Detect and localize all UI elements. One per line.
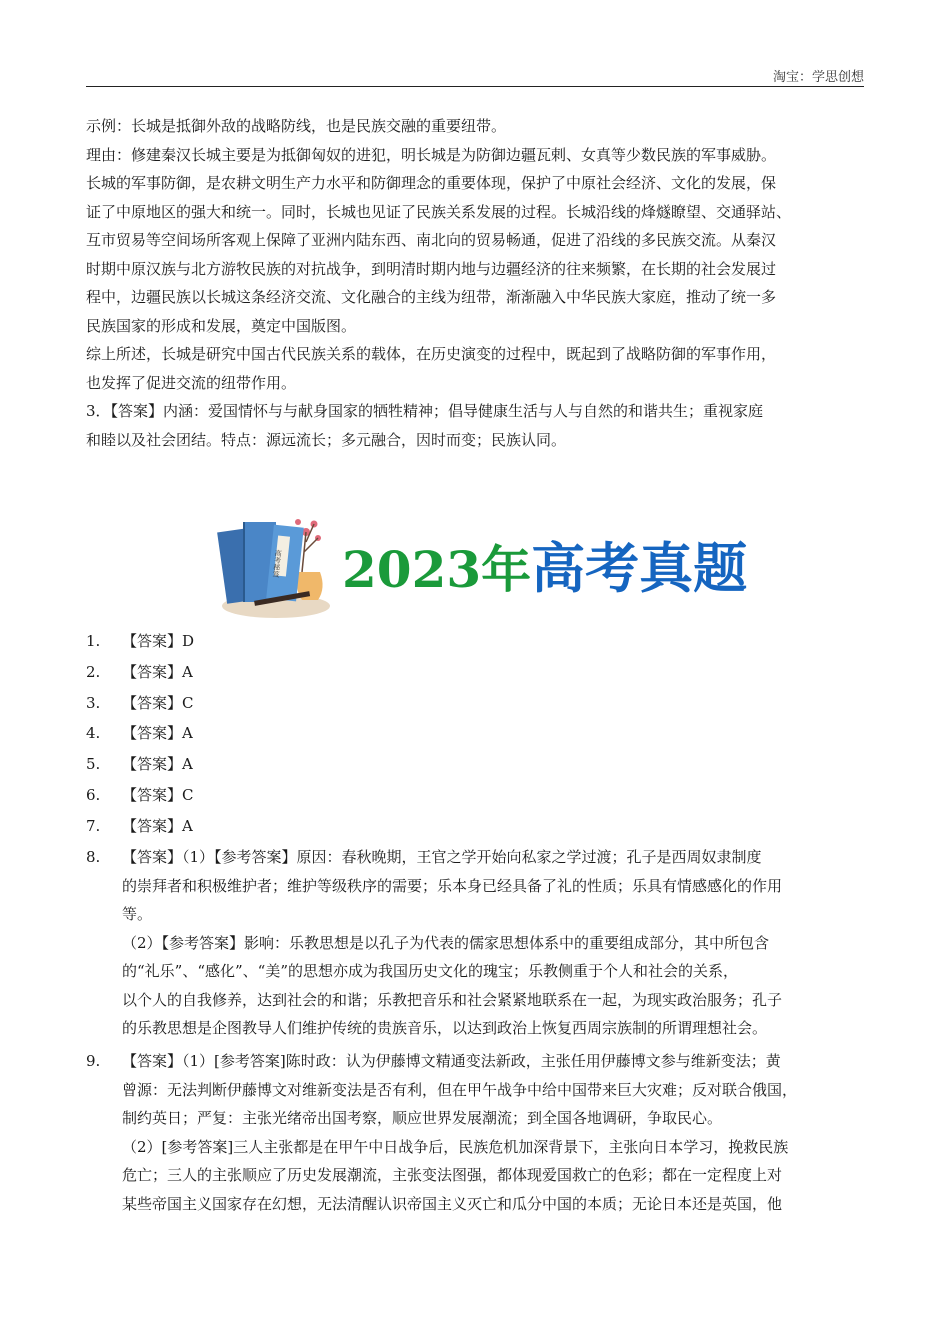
list-item bbox=[86, 688, 194, 719]
text-line: 的崇拜者和积极维护者；维护等级秩序的需要；乐本身已经具备了礼的性质；乐具有情感感化的作用 bbox=[122, 876, 783, 895]
banner-year: 2023年 bbox=[342, 540, 532, 599]
text-line: 等。 bbox=[122, 905, 153, 923]
item-text: 【答案】A bbox=[122, 755, 193, 774]
text-line: 的“礼乐”、“感化”、“美”的思想亦成为我国历史文化的瑰宝；乐教侧重于个人和社会的关系， bbox=[122, 962, 739, 980]
books-illustration-icon bbox=[214, 502, 334, 622]
text-line: 的乐教思想是企图教导人们维护传统的贵族音乐，以达到政治上恢复西周宗族制的所谓理想社会。 bbox=[122, 1019, 768, 1037]
text-line: 【答案】（1）[参考答案]陈时政：认为伊藤博文精通变法新政，主张任用伊藤博文参与维新变法；黄 bbox=[122, 1052, 781, 1070]
item-number: 8. bbox=[86, 848, 101, 866]
text-line: 制约英日；严复：主张光绪帝出国考察，顺应世界发展潮流；到全国各地调研，争取民心。 bbox=[122, 1109, 723, 1127]
list-item bbox=[86, 718, 194, 749]
text-line: 和睦以及社会团结。特点：源远流长；多元融合，因时而变；民族认同。 bbox=[86, 430, 567, 449]
item-text: 【答案】A bbox=[122, 816, 193, 835]
text-line: 某些帝国主义国家存在幻想，无法清醒认识帝国主义灭亡和瓜分中国的本质；无论日本还是英国，他 bbox=[122, 1194, 783, 1213]
list-item bbox=[86, 749, 194, 780]
banner-heading: 高考真题 bbox=[531, 536, 748, 600]
item-text: 【答案】D bbox=[122, 632, 195, 650]
list-item bbox=[86, 657, 194, 688]
item-number: 4. bbox=[86, 724, 101, 743]
list-item bbox=[86, 811, 194, 842]
question-text bbox=[122, 1047, 866, 1218]
text-line: 以个人的自我修养，达到社会的和谐；乐教把音乐和社会紧紧地联系在一起，为现实政治服务；孔子 bbox=[122, 990, 783, 1009]
item-text: 【答案】A bbox=[122, 724, 193, 743]
text-line: 也发挥了促进交流的纽带作用。 bbox=[86, 373, 297, 392]
text-line: 时期中原汉族与北方游牧民族的对抗战争，到明清时期内地与边疆经济的往来频繁，在长期的社会发展过 bbox=[86, 259, 777, 278]
text-line: （2）【参考答案】影响：乐教思想是以孔子为代表的儒家思想体系中的重要组成部分，其中所包含 bbox=[122, 933, 770, 952]
book-label: 高考秘笈 bbox=[271, 549, 283, 578]
item-number: 2. bbox=[86, 662, 101, 681]
text-line: 程中，边疆民族以长城这条经济交流、文化融合的主线为纽带，渐渐融入中华民族大家庭，推动了统一多 bbox=[86, 288, 777, 306]
section-banner bbox=[214, 502, 748, 622]
text-line: 【答案】（1）【参考答案】原因：春秋晚期，王官之学开始向私家之学过渡；孔子是西周奴隶制度 bbox=[122, 848, 762, 866]
text-line: 曾源：无法判断伊藤博文对维新变法是否有利，但在甲午战争中给中国带来巨大灾难；反对联合俄国， bbox=[122, 1080, 798, 1099]
answer-list bbox=[86, 626, 194, 842]
question-text bbox=[122, 843, 866, 1043]
text-line: 综上所述，长城是研究中国古代民族关系的载体，在历史演变的过程中，既起到了战略防御的军事作用， bbox=[86, 345, 777, 363]
text-line: 互市贸易等空间场所客观上保障了亚洲内陆东西、南北向的贸易畅通，促进了沿线的多民族交流。从秦汉 bbox=[86, 231, 777, 249]
item-number: 3. bbox=[86, 693, 101, 712]
text-line: 证了中原地区的强大和统一。同时，长城也见证了民族关系发展的过程。长城沿线的烽燧瞭望、交通驿站、 bbox=[86, 202, 792, 221]
text-line: 危亡；三人的主张顺应了历史发展潮流，主张变法图强，都体现爱国救亡的色彩；都在一定程度上对 bbox=[122, 1166, 783, 1184]
item-number: 1. bbox=[86, 632, 101, 650]
text-line: 民族国家的形成和发展，奠定中国版图。 bbox=[86, 316, 357, 335]
item-number: 7. bbox=[86, 816, 101, 835]
item-number: 5. bbox=[86, 755, 101, 774]
text-line: 长城的军事防御，是农耕文明生产力水平和防御理念的重要体现，保护了中原社会经济、文化的发展，保 bbox=[86, 174, 777, 192]
top-text-block bbox=[86, 112, 866, 454]
list-item bbox=[86, 780, 194, 811]
text-line: 示例：长城是抵御外敌的战略防线，也是民族交融的重要纽带。 bbox=[86, 117, 507, 135]
item-number: 6. bbox=[86, 785, 101, 804]
list-item bbox=[86, 626, 194, 657]
text-line: 3．【答案】内涵：爱国情怀与与献身国家的牺牲精神；倡导健康生活与人与自然的和谐共生；重视家庭 bbox=[86, 402, 764, 420]
banner-title bbox=[342, 526, 747, 603]
text-line: 理由：修建秦汉长城主要是为抵御匈奴的进犯，明长城是为防御边疆瓦剌、女真等少数民族的军事威胁。 bbox=[86, 145, 777, 164]
item-text: 【答案】C bbox=[122, 693, 194, 712]
text-line: （2）[参考答案]三人主张都是在甲午中日战争后，民族危机加深背景下，主张向日本学习，挽救民族 bbox=[122, 1137, 789, 1156]
shop-name: 淘宝：学思创想 bbox=[772, 70, 864, 85]
item-number: 9. bbox=[86, 1052, 101, 1070]
page-header bbox=[86, 62, 864, 87]
item-text: 【答案】A bbox=[122, 662, 193, 681]
item-text: 【答案】C bbox=[122, 785, 194, 804]
